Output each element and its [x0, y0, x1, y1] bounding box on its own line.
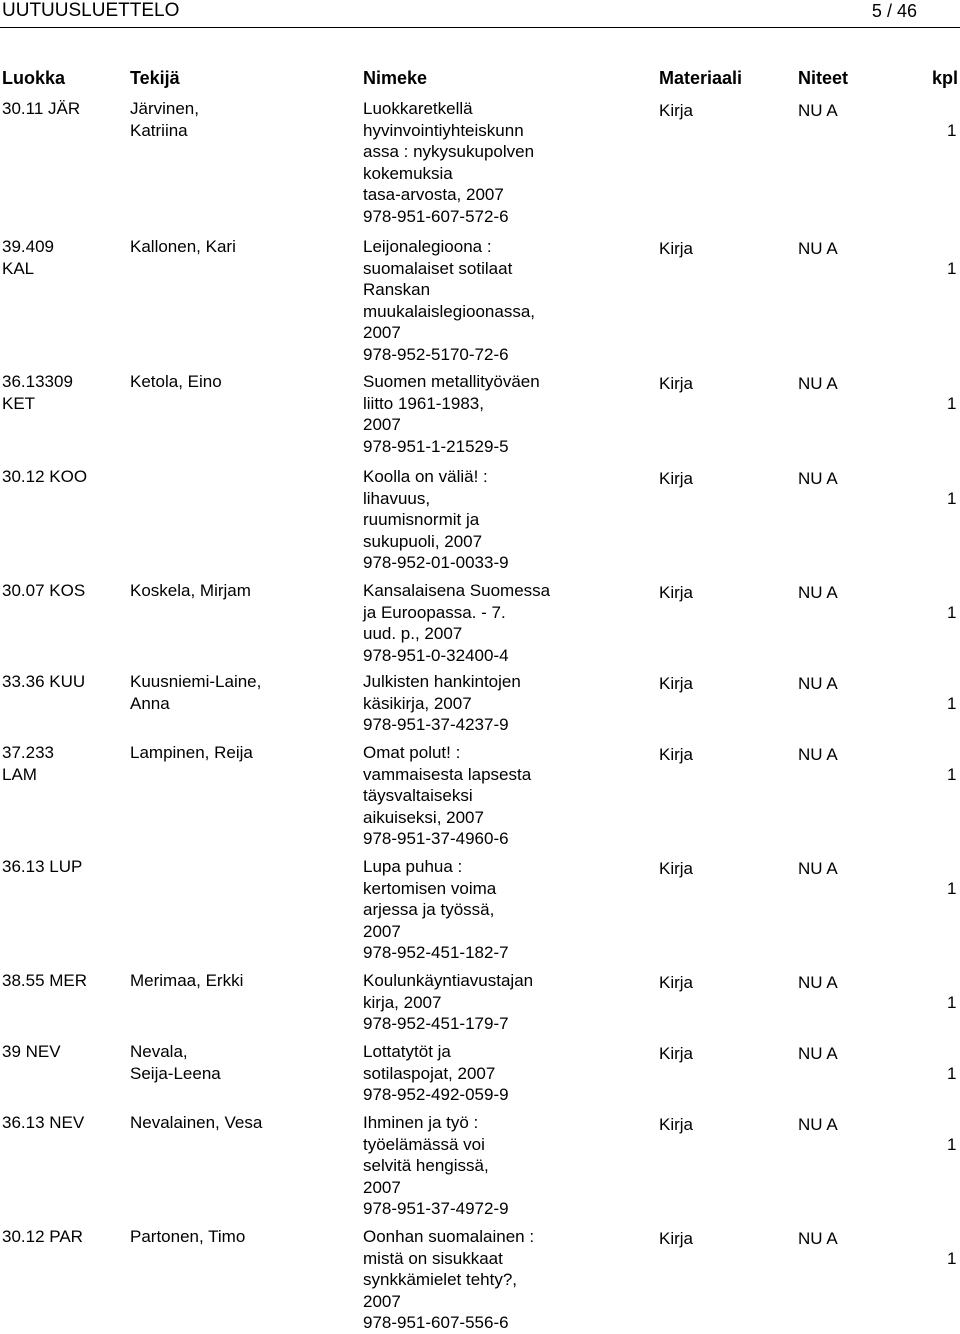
nimeke-cell [363, 1041, 623, 1106]
tekija-cell-line: Anna [130, 693, 170, 713]
column-header-tekija: Tekijä [130, 68, 180, 88]
nimeke-cell-line: Luokkaretkellä [363, 99, 473, 118]
luokka-cell-line: KET [2, 393, 36, 413]
nimeke-cell-line: lihavuus, [363, 488, 431, 508]
nimeke-cell [363, 98, 623, 227]
nimeke-cell-line: 2007 [363, 415, 401, 434]
niteet-cell: NU A [798, 674, 838, 693]
luokka-cell [2, 98, 122, 120]
nimeke-cell-line: 978-952-451-179-7 [363, 1014, 509, 1033]
kpl-cell: 1 [947, 603, 957, 622]
nimeke-cell [363, 671, 623, 736]
materiaali-cell: Kirja [659, 101, 694, 120]
luokka-cell-line: 30.11 JÄR [2, 99, 81, 118]
tekija-cell-line: Merimaa, Erkki [130, 971, 244, 990]
kpl-cell: 1 [947, 993, 957, 1012]
luokka-cell [2, 1041, 122, 1063]
niteet-cell: NU A [798, 1229, 838, 1248]
nimeke-cell-line: 978-952-492-059-9 [363, 1085, 509, 1104]
nimeke-cell [363, 580, 623, 666]
luokka-cell [2, 371, 122, 414]
column-header-materiaali: Materiaali [659, 68, 743, 88]
nimeke-cell-line: Leijonalegioona : [363, 237, 492, 256]
nimeke-cell-line: 978-952-451-182-7 [363, 943, 509, 962]
luokka-cell [2, 236, 122, 279]
luokka-cell-line: 37.233 [2, 743, 54, 762]
nimeke-cell-line: suomalaiset sotilaat [363, 258, 513, 278]
luokka-cell-line: 38.55 MER [2, 971, 88, 990]
tekija-cell [130, 580, 350, 602]
nimeke-cell-line: 2007 [363, 1291, 401, 1311]
tekija-cell [130, 1226, 350, 1248]
kpl-cell: 1 [947, 121, 957, 140]
tekija-cell-line: Ketola, Eino [130, 372, 222, 391]
tekija-cell [130, 970, 350, 992]
luokka-cell [2, 856, 122, 878]
kpl-cell: 1 [947, 259, 957, 278]
tekija-cell-line: Kuusniemi-Laine, [130, 672, 262, 691]
nimeke-cell-line: kirja, 2007 [363, 992, 442, 1012]
kpl-cell: 1 [947, 694, 957, 713]
nimeke-cell-line: käsikirja, 2007 [363, 693, 472, 713]
tekija-cell [130, 371, 350, 393]
nimeke-cell [363, 371, 623, 457]
niteet-cell: NU A [798, 859, 838, 878]
tekija-cell [130, 671, 350, 714]
luokka-cell-line: 39 NEV [2, 1042, 61, 1061]
tekija-cell-line: Kallonen, Kari [130, 237, 236, 256]
nimeke-cell-line: synkkämielet tehty?, [363, 1270, 518, 1289]
nimeke-cell-line: Julkisten hankintojen [363, 672, 521, 691]
tekija-cell [130, 98, 350, 141]
niteet-cell: NU A [798, 374, 838, 393]
nimeke-cell-line: Lupa puhua : [363, 857, 463, 876]
page-number [872, 0, 917, 22]
tekija-cell-line: Nevalainen, Vesa [130, 1113, 263, 1132]
tekija-cell-line: Järvinen, [130, 99, 199, 118]
materiaali-cell: Kirja [659, 973, 694, 992]
nimeke-cell-line: Ihminen ja työ : [363, 1113, 479, 1132]
column-header-niteet: Niteet [798, 68, 849, 88]
nimeke-cell [363, 970, 623, 1035]
nimeke-cell-line: sotilaspojat, 2007 [363, 1063, 496, 1083]
luokka-cell-line: 36.13 LUP [2, 857, 83, 876]
materiaali-cell: Kirja [659, 745, 694, 764]
header-divider [0, 27, 960, 28]
nimeke-cell-line: työelämässä voi [363, 1134, 485, 1154]
nimeke-cell [363, 236, 623, 365]
luokka-cell [2, 970, 122, 992]
tekija-cell-line: Lampinen, Reija [130, 743, 253, 762]
nimeke-cell-line: arjessa ja työssä, [363, 900, 495, 919]
tekija-cell-line: Partonen, Timo [130, 1227, 246, 1246]
nimeke-cell-line: kertomisen voima [363, 878, 497, 898]
nimeke-cell-line: 2007 [363, 323, 401, 342]
nimeke-cell-line: 978-951-37-4237-9 [363, 715, 509, 734]
nimeke-cell-line: aikuiseksi, 2007 [363, 807, 484, 827]
nimeke-cell-line: sukupuoli, 2007 [363, 531, 483, 551]
luokka-cell-line: 39.409 [2, 237, 54, 256]
nimeke-cell-line: 978-952-5170-72-6 [363, 344, 509, 364]
kpl-cell: 1 [947, 765, 957, 784]
luokka-cell [2, 1112, 122, 1134]
tekija-cell [130, 1112, 350, 1134]
luokka-cell [2, 580, 122, 602]
kpl-cell: 1 [947, 879, 957, 898]
nimeke-cell-line: Kansalaisena Suomessa [363, 581, 551, 600]
luokka-cell-line: 30.12 PAR [2, 1227, 83, 1246]
materiaali-cell: Kirja [659, 1044, 694, 1063]
nimeke-cell-line: 978-951-37-4960-6 [363, 829, 509, 848]
niteet-cell: NU A [798, 101, 838, 120]
tekija-cell-line: Katriina [130, 120, 188, 140]
niteet-cell: NU A [798, 1044, 838, 1063]
nimeke-cell [363, 856, 623, 964]
nimeke-cell-line: hyvinvointiyhteiskunn [363, 120, 524, 140]
nimeke-cell-line: 2007 [363, 1177, 401, 1197]
niteet-cell: NU A [798, 745, 838, 764]
luokka-cell [2, 742, 122, 785]
kpl-cell: 1 [947, 1249, 957, 1268]
nimeke-cell [363, 1112, 623, 1220]
materiaali-cell: Kirja [659, 583, 694, 602]
column-header-kpl: kpl [932, 68, 959, 88]
page-total: 46 [896, 1, 917, 21]
page-current: 5 [871, 1, 882, 21]
luokka-cell [2, 671, 122, 693]
nimeke-cell-line: 978-952-01-0033-9 [363, 553, 509, 572]
nimeke-cell-line: assa : nykysukupolven [363, 142, 535, 161]
column-header-nimeke: Nimeke [363, 68, 428, 88]
kpl-cell: 1 [947, 1135, 957, 1154]
nimeke-cell-line: kokemuksia [363, 163, 453, 183]
luokka-cell-line: 36.13309 [2, 372, 73, 391]
nimeke-cell [363, 742, 623, 850]
nimeke-cell-line: Ranskan [363, 280, 431, 299]
niteet-cell: NU A [798, 469, 838, 488]
nimeke-cell-line: Omat polut! : [363, 743, 461, 762]
tekija-cell [130, 236, 350, 258]
column-header-luokka: Luokka [2, 68, 66, 88]
nimeke-cell [363, 466, 623, 574]
nimeke-cell-line: mistä on sisukkaat [363, 1248, 503, 1268]
materiaali-cell: Kirja [659, 374, 694, 393]
luokka-cell-line: LAM [2, 764, 37, 784]
nimeke-cell-line: vammaisesta lapsesta [363, 764, 532, 784]
nimeke-cell [363, 1226, 623, 1334]
nimeke-cell-line: uud. p., 2007 [363, 624, 463, 643]
tekija-cell-line: Koskela, Mirjam [130, 581, 251, 600]
luokka-cell-line: 33.36 KUU [2, 672, 86, 691]
tekija-cell [130, 1041, 350, 1084]
nimeke-cell-line: 978-951-607-556-6 [363, 1313, 509, 1332]
niteet-cell: NU A [798, 583, 838, 602]
materiaali-cell: Kirja [659, 1229, 694, 1248]
tekija-cell [130, 742, 350, 764]
luokka-cell-line: 30.12 KOO [2, 467, 88, 486]
nimeke-cell-line: tasa-arvosta, 2007 [363, 185, 504, 204]
materiaali-cell: Kirja [659, 239, 694, 258]
niteet-cell: NU A [798, 973, 838, 992]
luokka-cell-line: KAL [2, 258, 35, 278]
page-separator: / [886, 1, 892, 21]
luokka-cell-line: 30.07 KOS [2, 581, 86, 600]
materiaali-cell: Kirja [659, 859, 694, 878]
tekija-cell-line: Seija-Leena [130, 1063, 221, 1083]
nimeke-cell-line: Oonhan suomalainen : [363, 1227, 535, 1246]
nimeke-cell-line: ja Euroopassa. - 7. [363, 602, 506, 622]
nimeke-cell-line: ruumisnormit ja [363, 510, 480, 529]
nimeke-cell-line: liitto 1961-1983, [363, 393, 484, 413]
nimeke-cell-line: Suomen metallityöväen [363, 372, 540, 391]
kpl-cell: 1 [947, 1064, 957, 1083]
nimeke-cell-line: 978-951-0-32400-4 [363, 645, 509, 665]
luokka-cell-line: 36.13 NEV [2, 1113, 85, 1132]
nimeke-cell-line: 978-951-607-572-6 [363, 206, 509, 226]
nimeke-cell-line: muukalaislegioonassa, [363, 301, 535, 321]
nimeke-cell-line: täysvaltaiseksi [363, 786, 473, 805]
catalog-title: UUTUUSLUETTELO [2, 0, 180, 21]
kpl-cell: 1 [947, 394, 957, 413]
luokka-cell [2, 1226, 122, 1248]
materiaali-cell: Kirja [659, 1115, 694, 1134]
materiaali-cell: Kirja [659, 469, 694, 488]
tekija-cell-line: Nevala, [130, 1042, 188, 1061]
luokka-cell [2, 466, 122, 488]
nimeke-cell-line: Lottatytöt ja [363, 1042, 451, 1061]
kpl-cell: 1 [947, 489, 957, 508]
materiaali-cell: Kirja [659, 674, 694, 693]
nimeke-cell-line: 978-951-37-4972-9 [363, 1199, 509, 1218]
niteet-cell: NU A [798, 1115, 838, 1134]
nimeke-cell-line: Koulunkäyntiavustajan [363, 971, 534, 990]
niteet-cell: NU A [798, 239, 838, 258]
nimeke-cell-line: selvitä hengissä, [363, 1156, 489, 1175]
nimeke-cell-line: 2007 [363, 921, 401, 941]
nimeke-cell-line: Koolla on väliä! : [363, 467, 488, 486]
nimeke-cell-line: 978-951-1-21529-5 [363, 436, 509, 456]
